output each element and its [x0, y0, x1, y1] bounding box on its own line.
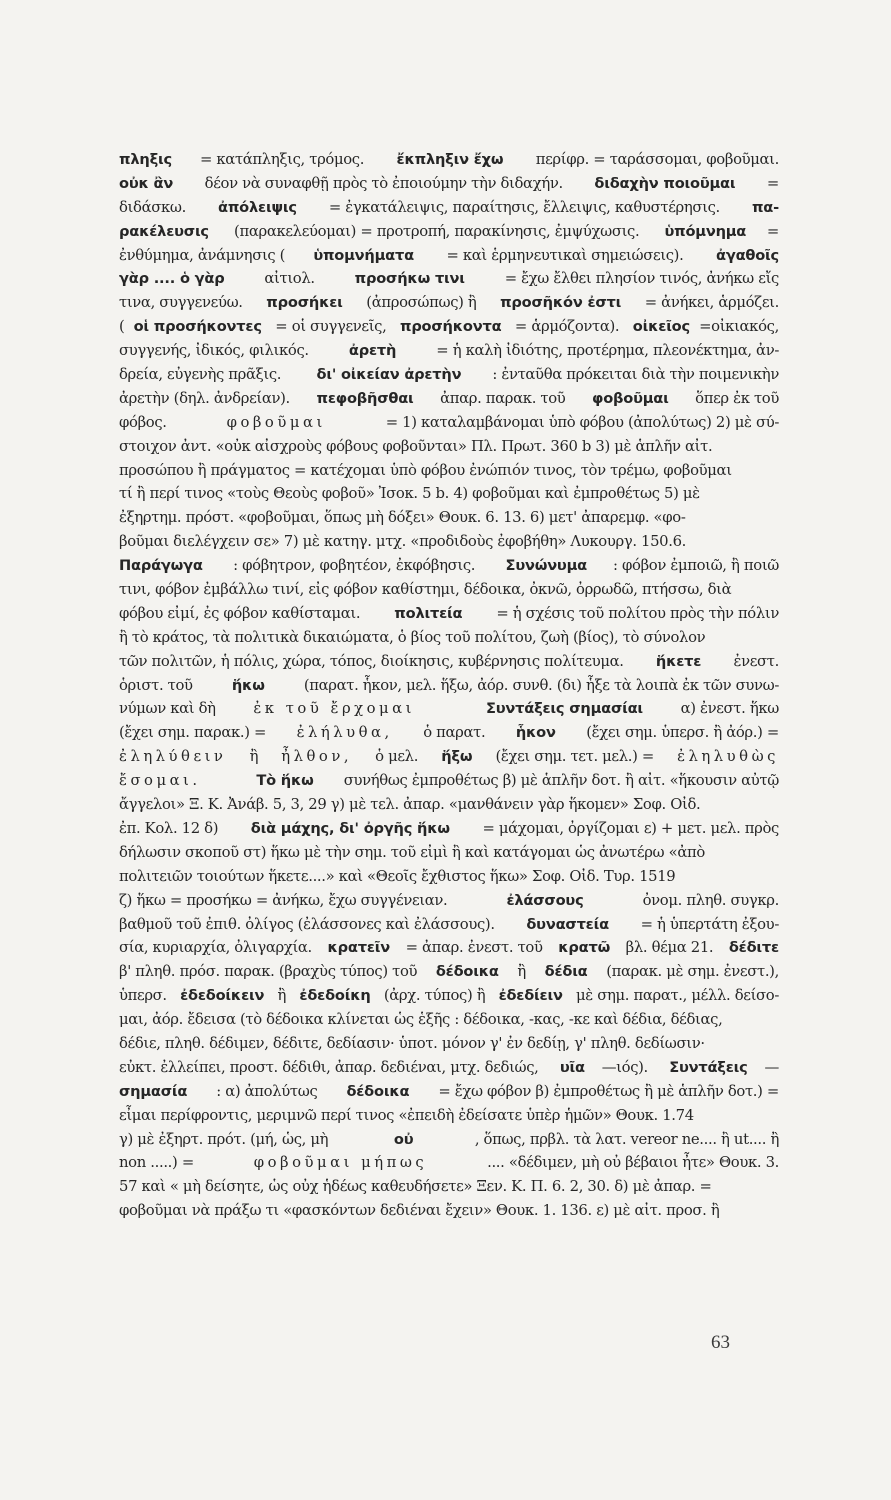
text-segment: διδάσκω. [119, 198, 191, 216]
text-line [119, 1032, 779, 1056]
text-segment: ὅπερ ἐκ τοῦ [690, 389, 779, 407]
text-line [119, 411, 779, 435]
text-segment: ὑπερσ. [119, 987, 172, 1005]
spaced-term: φοβοῦμαι [226, 413, 326, 431]
text-line [119, 267, 779, 291]
text-segment: ( [119, 318, 125, 336]
text-line [119, 674, 779, 698]
text-segment: τινι, φόβον ἐμβάλλω τινί, εἰς φόβον καθίστημι, δέδοικα, ὀκνῶ, ὀρρωδῶ, πτήσσω, διὰ [119, 581, 732, 599]
text-line [119, 841, 779, 865]
text-line [119, 650, 779, 674]
text-segment: ἐξηρτημ. πρόστ. «φοβοῦμαι, ὅπως μὴ δόξει» Θουκ. 6. 13. 6) μετ' ἀπαρεμφ. «φο- [119, 509, 686, 527]
text-segment: : α) ἀπολύτως [211, 1082, 322, 1100]
bold-term: Τὸ ἥκω [256, 772, 314, 790]
text-segment: , ὅπως, πρβλ. τὰ λατ. vereor ne.... ἢ ut.... ἢ [474, 1130, 779, 1148]
bold-term: διδαχὴν ποιοῦμαι [594, 174, 736, 192]
text-line [119, 506, 779, 530]
text-line [119, 554, 779, 578]
text-line [119, 1008, 779, 1032]
text-segment: νύμων καὶ δὴ [119, 700, 221, 718]
text-segment: ὀνομ. πληθ. συγκρ. [638, 891, 779, 909]
text-segment: ἢ [513, 963, 531, 981]
text-line [119, 602, 779, 626]
bold-term: δι' οἰκείαν ἀρετὴν [316, 366, 462, 384]
bold-term: ἐλάσσους [506, 891, 584, 909]
text-segment: (ἀπροσώπως) ἢ [361, 294, 481, 312]
text-line [119, 936, 779, 960]
text-line [119, 960, 779, 984]
bold-term: δέδιτε [728, 939, 779, 957]
bold-term: οἰκεῖος [632, 318, 690, 336]
text-line [119, 769, 779, 793]
text-segment: βαθμοῦ τοῦ ἐπιθ. ὀλίγος (ἐλάσσονες καὶ ἐλάσσους). [119, 915, 500, 933]
text-segment: : φόβητρον, φοβητέον, ἐκφόβησις. [228, 557, 480, 575]
text-segment: (ἔχει σημ. τετ. μελ.) = [491, 748, 659, 766]
text-line [119, 220, 779, 244]
page-number: 63 [711, 1332, 730, 1353]
text-line [119, 721, 779, 745]
spaced-term: ἦλθον, [281, 748, 353, 766]
bold-term: ἔκπληξιν ἔχω [396, 151, 504, 168]
bold-term: προσήκω τινι [354, 270, 465, 288]
text-line [119, 913, 779, 937]
text-segment: = κατάπληξις, τρόμος. [200, 151, 369, 168]
text-line [119, 482, 779, 506]
text-segment: γ) μὲ ἐξηρτ. πρότ. (μή, ὡς, μὴ [119, 1130, 333, 1148]
spaced-term: ἐληλυθὼς [677, 748, 779, 766]
bold-term: ἀγαθοῖς [716, 246, 779, 264]
spaced-term: φοβοῦμαι μήπως [253, 1154, 428, 1172]
text-line [119, 435, 779, 459]
text-segment: (ἔχει σημ. παρακ.) = [119, 724, 271, 742]
bold-term: κρατῶ [558, 939, 611, 957]
text-segment [226, 769, 230, 793]
text-line [119, 387, 779, 411]
bold-term: προσῆκόν ἐστι [500, 294, 622, 312]
text-segment: = ἐγκατάλειψις, παραίτησις, ἔλλειψις, καθυστέρησις. [324, 198, 725, 216]
text-segment: 57 καὶ « μὴ δείσητε, ὡς οὐχ ἡδέως καθευδήσετε» Ξεν. Κ. Π. 6. 2, 30. δ) μὲ ἀπαρ. = [119, 1178, 712, 1196]
bold-term: οἱ προσήκοντες [133, 318, 262, 336]
text-segment: = [766, 222, 779, 240]
text-line [119, 196, 779, 220]
text-segment: πολιτειῶν τοιούτων ἥκετε....» καὶ «Θεοῖς ἔχθιστος ἥκω» Σοφ. Οἰδ. Τυρ. 1519 [119, 867, 676, 885]
text-segment: φοβοῦμαι νὰ πράξω τι «φασκόντων δεδιέναι ἔχειν» Θουκ. 1. 136. ε) μὲ αἰτ. προσ. ἢ [119, 1202, 720, 1220]
text-segment: βλ. θέμα 21. [621, 939, 718, 957]
bold-term: Συντάξεις [669, 1058, 748, 1076]
bold-term: πολιτεία [394, 604, 463, 622]
text-segment: βοῦμαι διελέγχειν σε» 7) μὲ κατηγ. μτχ. «προδιδοὺς ἐφοβήθη» Λυκουργ. 150.6. [119, 533, 687, 551]
bold-term: ἐδεδίειν [498, 987, 563, 1005]
text-segment: = ἡ σχέσις τοῦ πολίτου πρὸς τὴν πόλιν [492, 604, 779, 622]
text-segment: : ἐνταῦθα πρόκειται διὰ τὴν ποιμενικὴν [492, 366, 779, 384]
bold-term: δέδια [544, 963, 588, 981]
text-line [119, 459, 779, 483]
bold-term: πληξις [119, 151, 172, 168]
bold-term: γὰρ .... ὁ γὰρ [119, 270, 225, 288]
spaced-term: ἐληλύθειν [119, 748, 227, 766]
text-segment: = 1) καταλαμβάνομαι ὑπὸ φόβου (ἀπολύτως) 2) μὲ σύ- [381, 413, 779, 431]
text-segment: σία, κυριαρχία, ὀλιγαρχία. [119, 939, 317, 957]
text-segment: δρεία, εὐγενὴς πρᾶξις. [119, 366, 286, 384]
text-line [119, 1175, 779, 1199]
text-line [119, 530, 779, 554]
bold-term: Συνώνυμα [505, 557, 587, 575]
text-segment: = ἡ ὑπερτάτη ἐξου- [636, 915, 779, 933]
spaced-term: ἔσομαι. [119, 772, 201, 790]
bold-term: ρακέλευσις [119, 222, 209, 240]
bold-term: προσήκοντα [399, 318, 502, 336]
text-segment: μαι, ἀόρ. ἔδεισα (τὸ δέδοικα κλίνεται ὡς ἑξῆς : δέδοικα, -κας, -κε καὶ δέδια, δέδιας, [119, 1011, 723, 1029]
text-segment: ἢ [245, 748, 263, 766]
text-segment: μὲ σημ. παρατ., μέλλ. δείσο- [571, 987, 779, 1005]
bold-term: διὰ μάχης, δι' ὀργῆς ἥκω [250, 819, 450, 837]
text-segment: .... «δέδιμεν, μὴ οὐ βέβαιοι ἦτε» Θουκ. 3. [482, 1154, 779, 1172]
text-block [119, 148, 779, 1408]
text-segment: = ἀπαρ. ἐνεστ. τοῦ [401, 939, 547, 957]
bold-term: ἐδεδοίκη [299, 987, 371, 1005]
text-segment: = ἀνήκει, ἁρμόζει. [640, 294, 779, 312]
text-segment: (παρακ. μὲ σημ. ἐνεστ.), [601, 963, 779, 981]
text-segment: εἶμαι περίφροντις, μεριμνῶ περί τινος «ἐπειδὴ ἐδείσατε ὑπὲρ ἡμῶν» Θουκ. 1.74 [119, 1106, 694, 1124]
bold-term: Συντάξεις σημασίαι [485, 700, 643, 718]
text-segment: στοιχον ἀντ. «οὐκ αἰσχροὺς φόβους φοβοῦνται» Πλ. Πρωτ. 360 b 3) μὲ ἁπλῆν αἰτ. [119, 437, 713, 455]
bold-term: ὑπομνήματα [313, 246, 414, 264]
spaced-term: ἐλήλυθα, [296, 724, 393, 742]
bold-term: δυναστεία [526, 915, 609, 933]
text-line [119, 363, 779, 387]
text-segment: —ιός). [601, 1058, 653, 1076]
text-segment: α) ἐνεστ. ἥκω [676, 700, 779, 718]
text-segment: ἄγγελοι» Ξ. Κ. Ἀνάβ. 5, 3, 29 γ) μὲ τελ. ἀπαρ. «μανθάνειν γὰρ ἥκομεν» Σοφ. Οἰδ. [119, 796, 701, 814]
text-segment: non .....) = [119, 1154, 199, 1172]
text-line [119, 793, 779, 817]
text-segment: φόβος. [119, 413, 171, 431]
text-line [119, 148, 779, 172]
text-segment: (ἀρχ. τύπος) ἢ [379, 987, 490, 1005]
text-segment: ὁριστ. τοῦ [119, 676, 198, 694]
text-segment: = ἔχω ἔλθει πλησίον τινός, ἀνήκω εἴς [500, 270, 779, 288]
bold-term: ἥξω [441, 748, 473, 766]
text-line [119, 244, 779, 268]
text-line [119, 1151, 779, 1175]
text-segment: ἀπαρ. παρακ. τοῦ [435, 389, 570, 407]
text-segment: =οἰκιακός, [699, 318, 779, 336]
text-line [119, 865, 779, 889]
bold-term: κρατεῖν [327, 939, 391, 957]
bold-term: Παράγωγα [119, 557, 203, 575]
bold-term: πεφοβῆσθαι [316, 389, 414, 407]
text-segment: δέον νὰ συναφθῇ πρὸς τὸ ἐποιούμην τὴν διδαχήν. [200, 174, 568, 192]
bold-term: προσήκει [266, 294, 343, 312]
text-segment: τῶν πολιτῶν, ἡ πόλις, χώρα, τόπος, διοίκησις, κυβέρνησις πολίτευμα. [119, 652, 628, 670]
text-segment: = ἔχω φόβον β) ἐμπροθέτως ἢ μὲ ἁπλῆν δοτ.) = [434, 1082, 779, 1100]
text-line [119, 1128, 779, 1152]
text-line [119, 1080, 779, 1104]
text-segment: ὁ παρατ. [418, 724, 490, 742]
bold-term: ἥκετε [655, 652, 702, 670]
text-line [119, 817, 779, 841]
bold-term: δέδοικα [346, 1082, 410, 1100]
text-segment: : φόβον ἐμποιῶ, ἢ ποιῶ [613, 557, 779, 575]
text-segment: = οἱ συγγενεῖς, [270, 318, 391, 336]
text-segment [448, 697, 452, 721]
text-segment: (παρακελεύομαι) = προτροπή, παρακίνησις, ἐμψύχωσις. [229, 222, 644, 240]
text-segment: = ἡ καλὴ ἰδιότης, προτέρημα, πλεονέκτημα, ἀν- [431, 342, 779, 360]
bold-term: δέδοικα [435, 963, 499, 981]
text-line [119, 172, 779, 196]
text-line [119, 315, 779, 339]
text-segment: ἢ [273, 987, 291, 1005]
text-segment: αἰτιολ. [260, 270, 320, 288]
text-segment: ὁ μελ. [370, 748, 423, 766]
text-segment: τινα, συγγενεύω. [119, 294, 248, 312]
text-line [119, 1056, 779, 1080]
text-segment: (παρατ. ἧκον, μελ. ἥξω, ἀόρ. συνθ. (δι) ἧξε τὰ λοιπὰ ἐκ τῶν συνω- [299, 676, 779, 694]
bold-term: ἥκω [231, 676, 265, 694]
text-segment: προσώπου ἢ πράγματος = κατέχομαι ὑπὸ φόβου ἐνώπιόν τινος, τὸν τρέμω, φοβοῦμαι [119, 461, 732, 479]
bold-term: φοβοῦμαι [591, 389, 669, 407]
text-segment: = καὶ ἑρμηνευτικαὶ σημειώσεις). [442, 246, 688, 264]
text-segment: τί ἢ περί τινος «τοὺς Θεοὺς φοβοῦ» Ἰσοκ. 5 b. 4) φοβοῦμαι καὶ ἐμπροθέτως 5) μὲ [119, 485, 700, 503]
text-line [119, 984, 779, 1008]
bold-term: ἧκον [515, 724, 556, 742]
bold-term: υῖα [559, 1058, 585, 1076]
text-segment: ζ) ἥκω = προσήκω = ἀνήκω, ἔχω συγγένειαν. [119, 891, 452, 909]
text-segment: ἐνθύμημα, ἀνάμνησις ( [119, 246, 286, 264]
text-segment: συνήθως ἐμπροθέτως β) μὲ ἁπλῆν δοτ. ἢ αἰτ. «ἥκουσιν αὐτῷ [339, 772, 779, 790]
text-line [119, 1104, 779, 1128]
text-line [119, 339, 779, 363]
bold-term: ἐδεδοίκειν [180, 987, 265, 1005]
text-line [119, 697, 779, 721]
text-segment: ἢ τὸ κράτος, τὰ πολιτικὰ δικαιώματα, ὁ βίος τοῦ πολίτου, ζωὴ (βίος), τὸ σύνολον [119, 628, 706, 646]
text-line [119, 291, 779, 315]
text-line [119, 578, 779, 602]
bold-term: σημασία [119, 1082, 188, 1100]
text-segment: = μάχομαι, ὀργίζομαι ε) + μετ. μελ. πρὸς [478, 819, 779, 837]
bold-term: ὑπόμνημα [664, 222, 747, 240]
text-segment: περίφρ. = ταράσσομαι, φοβοῦμαι. [531, 151, 779, 168]
bold-term: ἀρετὴ [348, 342, 397, 360]
text-segment: β' πληθ. πρόσ. παρακ. (βραχὺς τύπος) τοῦ [119, 963, 422, 981]
spaced-term: ἐκ τοῦ ἔρχομαι [253, 700, 415, 718]
text-segment: ἀρετὴν (δηλ. ἀνδρείαν). [119, 389, 295, 407]
text-line [119, 1199, 779, 1223]
bold-term: ἀπόλειψις [218, 198, 297, 216]
text-segment: δήλωσιν σκοποῦ στ) ἥκω μὲ τὴν σημ. τοῦ εἰμὶ ἢ καὶ κατάγομαι ὡς ἀνωτέρω «ἀπὸ [119, 843, 705, 861]
text-segment: εὐκτ. ἐλλείπει, προστ. δέδιθι, ἀπαρ. δεδιέναι, μτχ. δεδιώς, [119, 1058, 543, 1076]
text-segment: φόβου εἰμί, ἐς φόβον καθίσταμαι. [119, 604, 365, 622]
bold-term: πα- [751, 198, 779, 216]
text-segment: ἐπ. Κολ. 12 δ) [119, 819, 223, 837]
text-segment: (ἔχει σημ. ὑπερσ. ἢ ἀόρ.) = [581, 724, 779, 742]
text-segment: — [764, 1058, 779, 1076]
text-segment: = ἁρμόζοντα). [510, 318, 624, 336]
text-segment: ἐνεστ. [729, 652, 779, 670]
text-line [119, 889, 779, 913]
text-line [119, 626, 779, 650]
text-segment: δέδιε, πληθ. δέδιμεν, δέδιτε, δεδίασιν· ὑποτ. μόνον γ' ἐν δεδίῃ, γ' πληθ. δεδίωσιν· [119, 1034, 705, 1052]
bold-term: οὐ [393, 1130, 414, 1148]
text-segment: συγγενής, ἰδικός, φιλικός. [119, 342, 314, 360]
text-segment: = [762, 174, 779, 192]
bold-term: οὐκ ἂν [119, 174, 174, 192]
text-line [119, 745, 779, 769]
